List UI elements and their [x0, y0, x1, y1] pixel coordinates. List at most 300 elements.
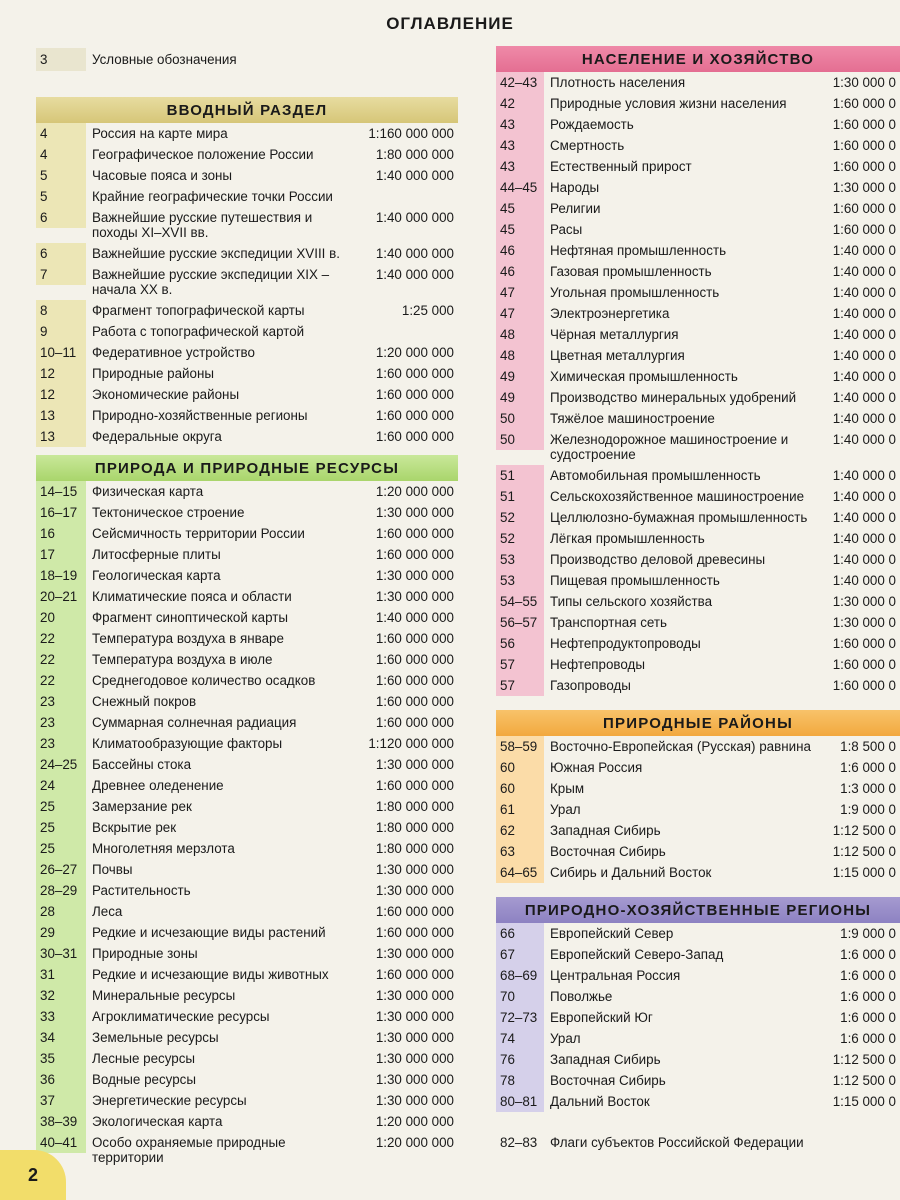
scale-value: 1:60 000 0 [832, 636, 896, 651]
entry-title: Сельскохозяйственное машиностроение [550, 489, 805, 504]
entry-title: Федеральные округа [92, 429, 222, 444]
entry-title: Типы сельского хозяйства [550, 594, 713, 609]
entry-title: Редкие и исчезающие виды растений [92, 925, 326, 940]
entry-title: Условные обозначения [92, 52, 237, 67]
scale-value: 1:6 000 0 [840, 1010, 896, 1025]
page-number-cell: 37 [36, 1090, 86, 1111]
toc-entry[interactable] [496, 156, 900, 177]
left-column [36, 46, 458, 1168]
page-number-cell: 16–17 [36, 502, 86, 523]
page-number-cell: 34 [36, 1027, 86, 1048]
scale-value: 1:8 500 0 [840, 739, 896, 754]
toc-entry[interactable] [496, 366, 900, 387]
page-number-cell: 54–55 [496, 591, 544, 612]
entry-title: Транспортная сеть [550, 615, 668, 630]
toc-entry[interactable] [36, 859, 458, 880]
toc-entry[interactable] [36, 426, 458, 447]
entry-title: Поволжье [550, 989, 613, 1004]
entry-title: Россия на карте мира [92, 126, 228, 141]
scale-value: 1:40 000 0 [832, 264, 896, 279]
toc-entry[interactable] [496, 820, 900, 841]
section-header: ПРИРОДНО-ХОЗЯЙСТВЕННЫЕ РЕГИОНЫ [496, 897, 900, 923]
scale-value: 1:60 000 000 [375, 904, 454, 919]
entry-title: Природные зоны [92, 946, 198, 961]
section-header: НАСЕЛЕНИЕ И ХОЗЯЙСТВО [496, 46, 900, 72]
entry-title: Естественный прирост [550, 159, 692, 174]
entry-title: Производство деловой древесины [550, 552, 766, 567]
page-number-cell: 68–69 [496, 965, 544, 986]
section-reg [496, 710, 900, 883]
entry-title: Растительность [92, 883, 191, 898]
page-number-cell: 63 [496, 841, 544, 862]
toc-entry[interactable] [496, 675, 900, 696]
entry-title: Геологическая карта [92, 568, 221, 583]
page-number-cell: 52 [496, 528, 544, 549]
scale-value: 1:9 000 0 [840, 802, 896, 817]
toc-entry[interactable] [496, 965, 900, 986]
toc-entry[interactable] [496, 114, 900, 135]
scale-value: 1:30 000 000 [375, 757, 454, 772]
toc-entry[interactable] [496, 303, 900, 324]
entry-title: Чёрная металлургия [550, 327, 679, 342]
scale-value: 1:160 000 000 [368, 126, 454, 141]
toc-entry[interactable] [496, 198, 900, 219]
toc-entry[interactable] [496, 429, 900, 465]
toc-entry[interactable] [496, 862, 900, 883]
entry-title: Земельные ресурсы [92, 1030, 219, 1045]
page-number-cell: 45 [496, 198, 544, 219]
page-number-cell: 48 [496, 324, 544, 345]
page-number-cell: 43 [496, 156, 544, 177]
toc-entry[interactable] [36, 796, 458, 817]
page-number-cell: 48 [496, 345, 544, 366]
scale-value: 1:80 000 000 [375, 799, 454, 814]
toc-entry[interactable] [36, 1048, 458, 1069]
entry-title: Важнейшие русские путешествия и походы XI–XVII вв. [92, 210, 313, 240]
entry-title: Почвы [92, 862, 133, 877]
scale-value: 1:60 000 0 [832, 138, 896, 153]
toc-entry[interactable] [496, 549, 900, 570]
scale-value: 1:9 000 0 [840, 926, 896, 941]
toc-entry[interactable] [36, 733, 458, 754]
toc-entry[interactable] [36, 985, 458, 1006]
page-number-cell: 20 [36, 607, 86, 628]
page-number-cell: 25 [36, 817, 86, 838]
scale-value: 1:30 000 000 [375, 1072, 454, 1087]
page-number-cell: 72–73 [496, 1007, 544, 1028]
page-number-cell: 30–31 [36, 943, 86, 964]
toc-entry[interactable] [496, 799, 900, 820]
entry-title: Вскрытие рек [92, 820, 177, 835]
page-number-cell: 10–11 [36, 342, 86, 363]
toc-entry[interactable] [36, 1006, 458, 1027]
entry-title: Газопроводы [550, 678, 631, 693]
toc-entry[interactable] [496, 261, 900, 282]
scale-value: 1:80 000 000 [375, 820, 454, 835]
entry-title: Федеративное устройство [92, 345, 255, 360]
entry-title: Народы [550, 180, 600, 195]
page-number-cell: 12 [36, 384, 86, 405]
scale-value: 1:40 000 0 [832, 285, 896, 300]
page-number-cell: 43 [496, 135, 544, 156]
entry-title: Западная Сибирь [550, 823, 661, 838]
page-number-cell: 24–25 [36, 754, 86, 775]
toc-entry[interactable] [496, 72, 900, 93]
entry-title: Урал [550, 1031, 581, 1046]
toc-entry[interactable] [36, 1027, 458, 1048]
page-number-cell: 13 [36, 405, 86, 426]
entry-title: Суммарная солнечная радиация [92, 715, 297, 730]
entry-title: Восточная Сибирь [550, 1073, 666, 1088]
scale-value: 1:30 000 000 [375, 946, 454, 961]
section-nature [36, 455, 458, 1168]
entry-title: Леса [92, 904, 123, 919]
page-number-cell: 4 [36, 144, 86, 165]
toc-entry[interactable] [496, 633, 900, 654]
scale-value: 1:60 000 0 [832, 657, 896, 672]
page-number-cell: 20–21 [36, 586, 86, 607]
entry-title: Среднегодовое количество осадков [92, 673, 316, 688]
toc-entry[interactable] [36, 817, 458, 838]
toc-entry[interactable] [36, 264, 458, 300]
toc-entry[interactable] [496, 345, 900, 366]
page-number-cell: 7 [36, 264, 86, 285]
entry-title: Тяжёлое машиностроение [550, 411, 715, 426]
entry-title: Рождаемость [550, 117, 634, 132]
page-number-cell: 40–41 [36, 1132, 86, 1153]
entry-title: Бассейны стока [92, 757, 192, 772]
legend-entry[interactable] [36, 48, 458, 71]
toc-entry[interactable] [36, 838, 458, 859]
entry-title: Особо охраняемые природные территории [92, 1135, 286, 1165]
entry-title: Пищевая промышленность [550, 573, 720, 588]
page-number-cell: 23 [36, 712, 86, 733]
page-number-cell: 50 [496, 408, 544, 429]
toc-entry[interactable] [36, 1090, 458, 1111]
scale-value: 1:60 000 0 [832, 117, 896, 132]
entry-title: Европейский Северо-Запад [550, 947, 724, 962]
toc-entry[interactable] [36, 207, 458, 243]
page-number-cell: 23 [36, 691, 86, 712]
entry-title: Экономические районы [92, 387, 240, 402]
toc-entry[interactable] [36, 384, 458, 405]
toc-entry[interactable] [36, 300, 458, 321]
scale-value: 1:12 500 0 [832, 823, 896, 838]
scale-value: 1:30 000 000 [375, 1030, 454, 1045]
scale-value: 1:40 000 0 [832, 468, 896, 483]
scale-value: 1:60 000 000 [375, 715, 454, 730]
scale-value: 1:60 000 000 [375, 925, 454, 940]
toc-entry[interactable] [36, 342, 458, 363]
page-number-cell: 18–19 [36, 565, 86, 586]
page-number-cell: 49 [496, 387, 544, 408]
toc-entry[interactable] [496, 387, 900, 408]
page-number-cell: 13 [36, 426, 86, 447]
page-number-cell: 28 [36, 901, 86, 922]
page-number-cell: 6 [36, 243, 86, 264]
scale-value: 1:30 000 0 [832, 594, 896, 609]
page-number-cell: 5 [36, 186, 86, 207]
toc-entry[interactable] [496, 1049, 900, 1070]
page-number-cell: 47 [496, 303, 544, 324]
page-number-cell: 76 [496, 1049, 544, 1070]
page-number-cell: 47 [496, 282, 544, 303]
scale-value: 1:30 000 000 [375, 589, 454, 604]
toc-entry[interactable] [496, 1028, 900, 1049]
page-number-cell: 62 [496, 820, 544, 841]
toc-entry[interactable] [36, 964, 458, 985]
scale-value: 1:12 500 0 [832, 1052, 896, 1067]
toc-entry[interactable] [36, 628, 458, 649]
scale-value: 1:40 000 0 [832, 531, 896, 546]
toc-entry[interactable] [496, 778, 900, 799]
toc-entry[interactable] [36, 775, 458, 796]
toc-entry[interactable] [36, 691, 458, 712]
entry-title: Религии [550, 201, 601, 216]
scale-value: 1:40 000 0 [832, 552, 896, 567]
toc-entry[interactable] [36, 1111, 458, 1132]
toc-entry[interactable] [496, 240, 900, 261]
scale-value: 1:60 000 000 [375, 694, 454, 709]
toc-entry[interactable] [36, 502, 458, 523]
scale-value: 1:60 000 000 [375, 673, 454, 688]
toc-entry[interactable] [496, 923, 900, 944]
toc-entry[interactable] [496, 408, 900, 429]
toc-entry[interactable] [496, 591, 900, 612]
page-number-cell: 51 [496, 465, 544, 486]
scale-value: 1:80 000 000 [375, 841, 454, 856]
page-number-cell: 56 [496, 633, 544, 654]
page-number-cell: 74 [496, 1028, 544, 1049]
scale-value: 1:40 000 0 [832, 243, 896, 258]
scale-value: 1:60 000 0 [832, 222, 896, 237]
entry-title: Восточная Сибирь [550, 844, 666, 859]
scale-value: 1:80 000 000 [375, 147, 454, 162]
page-number-cell: 35 [36, 1048, 86, 1069]
toc-entry[interactable] [36, 922, 458, 943]
page-number-cell: 44–45 [496, 177, 544, 198]
page-number-cell: 60 [496, 757, 544, 778]
page-number-cell: 56–57 [496, 612, 544, 633]
entry-title: Урал [550, 802, 581, 817]
toc-entry[interactable] [36, 1069, 458, 1090]
entry-title: Часовые пояса и зоны [92, 168, 233, 183]
toc-entry[interactable] [496, 219, 900, 240]
scale-value: 1:60 000 000 [375, 547, 454, 562]
toc-entry[interactable] [36, 880, 458, 901]
toc-entry[interactable] [496, 1091, 900, 1112]
entry-title: Древнее оледенение [92, 778, 224, 793]
scale-value: 1:6 000 0 [840, 947, 896, 962]
toc-entry[interactable] [496, 1070, 900, 1091]
entry-title: Физическая карта [92, 484, 204, 499]
page-number-cell: 25 [36, 838, 86, 859]
entry-title: Нефтепродуктопроводы [550, 636, 701, 651]
right-sections [496, 46, 900, 1112]
entry-title: Газовая промышленность [550, 264, 712, 279]
page-number-cell: 53 [496, 570, 544, 591]
entry-title: Географическое положение России [92, 147, 314, 162]
scale-value [344, 321, 458, 327]
toc-entry[interactable] [496, 282, 900, 303]
scale-value: 1:40 000 0 [832, 306, 896, 321]
scale-value [344, 186, 458, 192]
scale-value: 1:30 000 0 [832, 180, 896, 195]
scale-value: 1:40 000 000 [375, 267, 454, 282]
entry-title: Климатообразующие факторы [92, 736, 283, 751]
toc-entry[interactable] [496, 986, 900, 1007]
toc-entry[interactable] [36, 165, 458, 186]
toc-entry[interactable] [36, 243, 458, 264]
scale-value: 1:60 000 000 [375, 526, 454, 541]
toc-entry[interactable] [36, 607, 458, 628]
toc-entry[interactable] [36, 523, 458, 544]
entry-title: Цветная металлургия [550, 348, 685, 363]
page-number-cell: 33 [36, 1006, 86, 1027]
entry-title: Температура воздуха в январе [92, 631, 284, 646]
page-number-cell: 42 [496, 93, 544, 114]
toc-entry[interactable] [36, 405, 458, 426]
scale-value: 1:30 000 000 [375, 568, 454, 583]
toc-entry[interactable] [496, 736, 900, 757]
page-number-cell: 80–81 [496, 1091, 544, 1112]
entry-title: Природно-хозяйственные регионы [92, 408, 308, 423]
entry-title: Природные условия жизни населения [550, 96, 787, 111]
page-number-cell: 22 [36, 670, 86, 691]
toc-entry[interactable] [36, 363, 458, 384]
page-number-cell: 26–27 [36, 859, 86, 880]
scale-value: 1:30 000 000 [375, 988, 454, 1003]
scale-value: 1:6 000 0 [840, 760, 896, 775]
toc-entry[interactable] [36, 943, 458, 964]
entry-title: Флаги субъектов Российской Федерации [550, 1135, 804, 1150]
scale-value: 1:40 000 0 [832, 432, 896, 447]
toc-entry[interactable] [496, 612, 900, 633]
scale-value: 1:60 000 000 [375, 652, 454, 667]
entry-title: Химическая промышленность [550, 369, 738, 384]
toc-entry[interactable] [496, 757, 900, 778]
page-number-cell: 5 [36, 165, 86, 186]
toc-entry[interactable] [496, 841, 900, 862]
page-number-cell: 64–65 [496, 862, 544, 883]
entry-title: Автомобильная промышленность [550, 468, 761, 483]
scale-value: 1:60 000 000 [375, 967, 454, 982]
toc-entry[interactable] [36, 586, 458, 607]
entry-title: Климатические пояса и области [92, 589, 292, 604]
toc-entry[interactable] [36, 649, 458, 670]
scale-value: 1:60 000 0 [832, 201, 896, 216]
entry-title: Экологическая карта [92, 1114, 223, 1129]
toc-entry[interactable] [36, 754, 458, 775]
entry-title: Смертность [550, 138, 625, 153]
entry-title: Нефтепроводы [550, 657, 645, 672]
page-number-cell: 16 [36, 523, 86, 544]
toc-entry[interactable] [496, 324, 900, 345]
section-header: ВВОДНЫЙ РАЗДЕЛ [36, 97, 458, 123]
entry-title: Центральная Россия [550, 968, 681, 983]
entry-title: Минеральные ресурсы [92, 988, 236, 1003]
scale-value: 1:20 000 000 [375, 484, 454, 499]
page-number-cell: 17 [36, 544, 86, 565]
scale-value: 1:30 000 000 [375, 883, 454, 898]
scale-value: 1:60 000 000 [375, 408, 454, 423]
scale-value: 1:120 000 000 [368, 736, 454, 751]
page-number-cell: 51 [496, 486, 544, 507]
scale-value: 1:30 000 0 [832, 615, 896, 630]
page-number-cell: 82–83 [500, 1135, 538, 1150]
toc-entry[interactable] [36, 712, 458, 733]
toc-entry[interactable] [36, 123, 458, 144]
scale-value: 1:60 000 000 [375, 778, 454, 793]
page-number-cell: 70 [496, 986, 544, 1007]
entry-title: Редкие и исчезающие виды животных [92, 967, 329, 982]
page-number-cell: 52 [496, 507, 544, 528]
toc-entry[interactable] [36, 670, 458, 691]
toc-entry[interactable] [496, 507, 900, 528]
toc-entry[interactable] [496, 944, 900, 965]
toc-entry[interactable] [496, 654, 900, 675]
toc-entry[interactable] [496, 570, 900, 591]
entry-title: Целлюлозно-бумажная промышленность [550, 510, 808, 525]
section-econ [496, 897, 900, 1112]
toc-entry[interactable] [36, 544, 458, 565]
page-number-cell: 6 [36, 207, 86, 228]
toc-entry[interactable] [496, 465, 900, 486]
right-column [496, 46, 900, 1153]
toc-entry[interactable] [36, 186, 458, 207]
scale-value: 1:6 000 0 [840, 989, 896, 1004]
page-number-cell: 53 [496, 549, 544, 570]
flags-entry[interactable] [496, 1132, 900, 1153]
toc-entry[interactable] [496, 93, 900, 114]
scale-value: 1:60 000 000 [375, 631, 454, 646]
scale-value: 1:40 000 000 [375, 246, 454, 261]
entry-title: Температура воздуха в июле [92, 652, 273, 667]
entry-title: Многолетняя мерзлота [92, 841, 235, 856]
scale-value: 1:20 000 000 [375, 1135, 454, 1150]
toc-entry[interactable] [36, 901, 458, 922]
scale-value: 1:30 000 000 [375, 1051, 454, 1066]
toc-entry[interactable] [496, 486, 900, 507]
toc-entry[interactable] [496, 528, 900, 549]
scale-value: 1:60 000 000 [375, 387, 454, 402]
toc-entry[interactable] [36, 321, 458, 342]
scale-value: 1:60 000 0 [832, 678, 896, 693]
toc-entry[interactable] [496, 135, 900, 156]
left-sections [36, 97, 458, 1168]
toc-entry[interactable] [36, 1132, 458, 1168]
page-number-cell: 38–39 [36, 1111, 86, 1132]
scale-value: 1:40 000 0 [832, 510, 896, 525]
entry-title: Западная Сибирь [550, 1052, 661, 1067]
page-number-cell: 22 [36, 628, 86, 649]
entry-title: Плотность населения [550, 75, 686, 90]
toc-entry[interactable] [36, 144, 458, 165]
entry-title: Водные ресурсы [92, 1072, 196, 1087]
page-number-cell: 46 [496, 240, 544, 261]
scale-value: 1:40 000 000 [375, 168, 454, 183]
toc-entry[interactable] [36, 481, 458, 502]
scale-value: 1:30 000 000 [375, 1093, 454, 1108]
entry-title: Электроэнергетика [550, 306, 670, 321]
entry-title: Литосферные плиты [92, 547, 221, 562]
entry-title: Важнейшие русские экспедиции XVIII в. [92, 246, 340, 261]
toc-entry[interactable] [496, 1007, 900, 1028]
page-number-cell: 49 [496, 366, 544, 387]
page-number-cell: 14–15 [36, 481, 86, 502]
toc-entry[interactable] [496, 177, 900, 198]
toc-entry[interactable] [36, 565, 458, 586]
